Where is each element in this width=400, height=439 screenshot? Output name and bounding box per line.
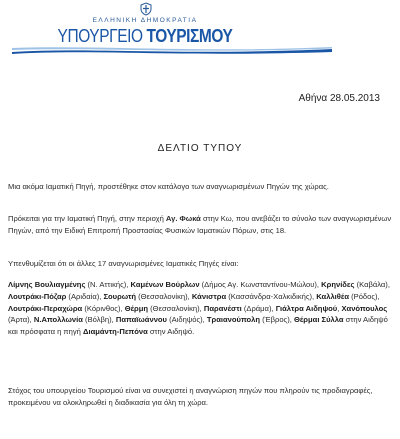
p2-text-c: στην Κω, που ανεβάζει το σύνολο των αναγνωρισμένων Πηγών, από την Ειδική Επιτροπή Προστασίας Φυσικών Ιαματικών Πόρων, στις 18.	[8, 214, 392, 235]
spring-location: (Καβάλα),	[354, 280, 390, 289]
spring-location: (Έβρος),	[260, 315, 294, 325]
wave-ribbon	[12, 46, 332, 56]
ministry-word-1: ΥΠΟΥΡΓΕΙΟ	[57, 26, 147, 46]
spring-name: Ν.Απολλωνία	[33, 315, 83, 325]
p2-text-a: Πρόκειται για την Ιαματική Πηγή, στην περιοχή	[8, 214, 166, 223]
spring-name: Παπαϊωάννου	[115, 315, 167, 325]
spring-location: (Βόλβη),	[82, 315, 116, 325]
spring-name: Καμένων Βούρλων	[130, 280, 200, 289]
release-date: Αθήνα 28.05.2013	[298, 93, 380, 104]
spring-location: στην Αιδηψό.	[147, 327, 195, 337]
paragraph-intro: Μια ακόμα Ιαματική Πηγή, προστέθηκε στον κατάλογο των αναγνωρισμένων Πηγών της χώρας.	[8, 182, 329, 191]
spring-name: Λίμνης Βουλιαγμένης	[8, 280, 86, 289]
spring-name: Παρανέστι	[203, 303, 242, 313]
ministry-logo	[0, 0, 400, 62]
spring-location: ,	[337, 303, 342, 313]
paragraph-new-spring	[8, 213, 396, 237]
spring-location: (Κόρινθος),	[82, 303, 125, 313]
spring-name: Σουρωτή	[103, 291, 137, 301]
spring-location: (Θεσσαλονίκη),	[136, 291, 192, 301]
greek-coat-of-arms-icon	[139, 2, 153, 16]
spring-name: Λουτράκι-Πόζαρ	[8, 291, 67, 301]
spring-location: (Αριδαία),	[66, 291, 104, 301]
paragraph-goal: Στόχος του υπουργείου Τουρισμού είναι να συνεχιστεί η αναγνώριση πηγών που πληρούν τις προδιαγραφές, προκειμένου να ολοκληρωθεί η διαδικασία για όλη τη χώρα.	[8, 386, 373, 407]
page-title: ΔΕΛΤΙΟ ΤΥΠΟΥ	[157, 143, 243, 154]
paragraph-reminder: Υπενθυμίζεται ότι οι άλλες 17 αναγνωρισμένες Ιαματικές Πηγές είναι:	[8, 259, 239, 268]
spring-name: Θέρμαι Σύλλα	[293, 315, 344, 325]
spring-name: Λουτράκι-Περαχώρα	[8, 303, 83, 313]
spring-location: (Δήμος Αγ. Κωνσταντίνου-Μώλου),	[199, 280, 322, 289]
spring-name: Θέρμη	[124, 303, 149, 313]
spring-name: Κρηνίδες	[321, 280, 355, 289]
p2-location: Αγ. Φωκά	[165, 214, 201, 223]
government-label: ΕΛΛΗΝΙΚΗ ΔΗΜΟΚΡΑΤΙΑ	[92, 17, 198, 24]
spring-name: Γιάλτρα Αιδηψού	[275, 303, 338, 313]
ministry-name	[20, 26, 269, 47]
spring-location: (Κασσάνδρα-Χαλκιδικής),	[226, 291, 317, 301]
ministry-word-2: ΤΟΥΡΙΣΜΟΥ	[146, 26, 233, 46]
spring-location: (Άρτα),	[8, 315, 34, 325]
spring-name: Χανόπουλος	[341, 303, 388, 313]
spring-location: (Θεσσαλονίκη),	[148, 303, 204, 313]
spring-location: (Ρόδος),	[348, 291, 380, 301]
spring-location: (Αιδηψός),	[166, 315, 207, 325]
spring-location: στην Αιδηψό και πρόσφατα η πηγή	[8, 315, 388, 337]
spring-location: (Δράμα),	[241, 303, 276, 313]
spring-location: (Ν. Αττικής),	[85, 280, 131, 289]
spring-name: Κάνιστρα	[191, 291, 227, 301]
springs-list	[8, 279, 396, 338]
spring-name: Καλλιθέα	[316, 291, 349, 301]
spring-name: Διαμάντη-Πεπόνα	[83, 327, 148, 337]
spring-name: Τραιανούπολη	[206, 315, 261, 325]
